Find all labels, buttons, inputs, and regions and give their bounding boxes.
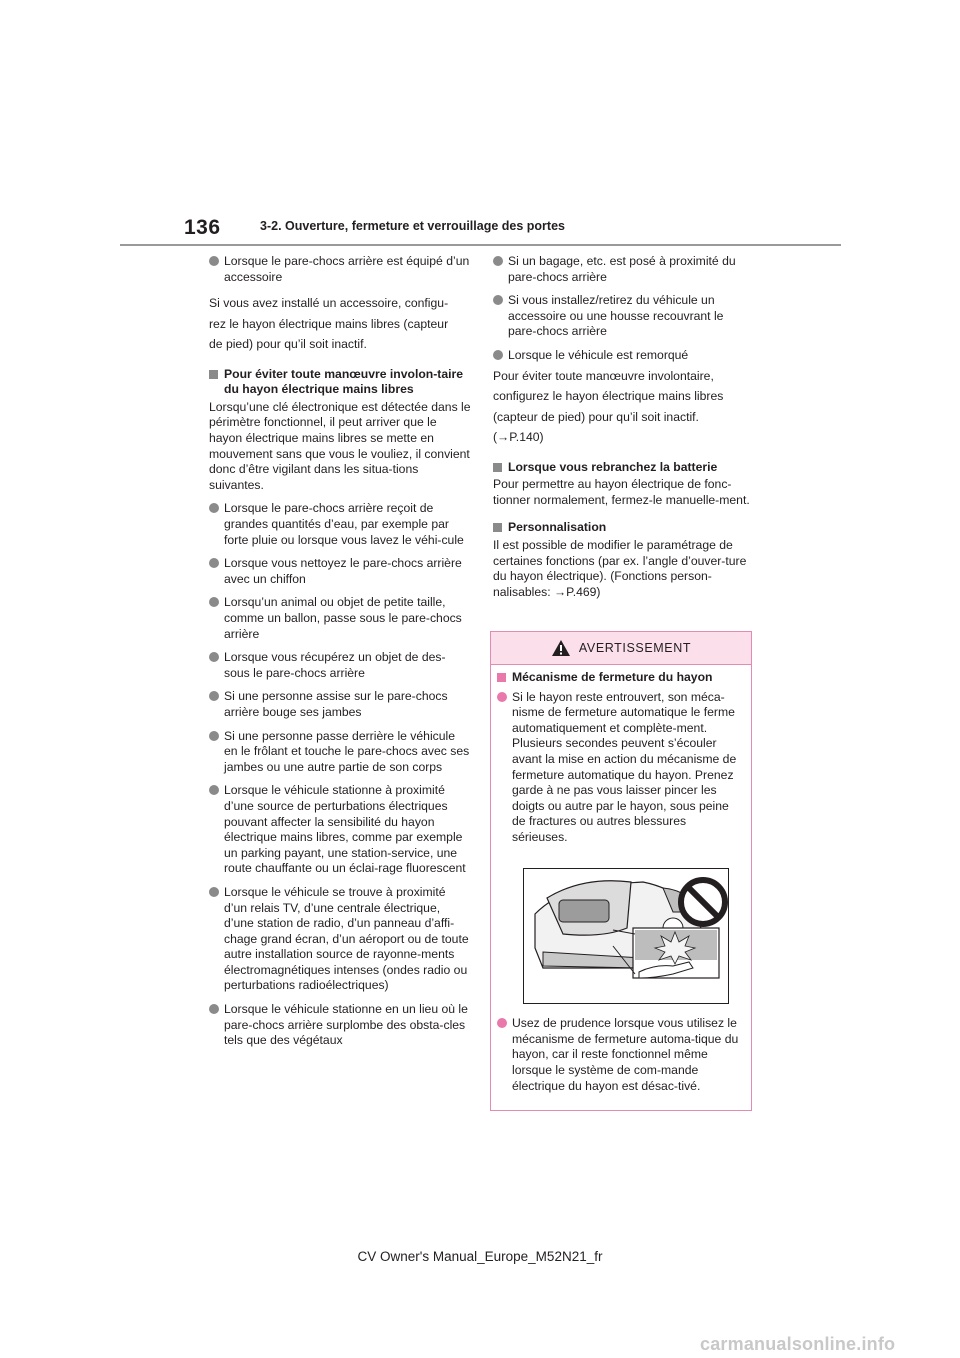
list-item-text: Lorsque le pare-chocs arrière est équipé d’un accessoire <box>224 254 470 284</box>
list-item: Lorsque le véhicule stationne à proximité d’une source de perturbations électriques pouvant affecter la sensibilité du hayon électrique mains libres, comme par exemple un parking payant, une station-service, une route chauffante ou un éclai-rage fluorescent <box>209 783 471 877</box>
paragraph: Si vous avez installé un accessoire, configu- <box>209 296 449 311</box>
bullet-icon <box>493 256 503 266</box>
paragraph: (capteur de pied) pour qu’il soit inactif. <box>493 409 699 424</box>
square-bullet-icon <box>497 673 506 682</box>
list-item: Si une personne assise sur le pare-chocs arrière bouge ses jambes <box>209 689 471 720</box>
bullet-icon <box>209 652 219 662</box>
warning-title: AVERTISSEMENT <box>578 641 692 655</box>
bullet-icon <box>209 597 219 607</box>
square-bullet-icon <box>209 370 218 379</box>
bullet-icon <box>209 785 219 795</box>
paragraph: rez le hayon électrique mains libres (capteur <box>209 316 449 331</box>
paragraph: Lorsqu’une clé électronique est détectée dans le périmètre fonctionnel, il peut arriver que le hayon électrique mains libres se mette en mouvement sans que vous le vouliez, il convient donc d’être vigilant dans les situa-tions suivantes. <box>209 399 471 492</box>
header-divider <box>120 244 841 246</box>
bullet-icon <box>497 692 507 702</box>
list-item: Lorsqu’un animal ou objet de petite taille, comme un ballon, passe sous le pare-chocs arrière <box>209 595 471 642</box>
square-bullet-icon <box>493 523 502 532</box>
paragraph: de pied) pour qu’il soit inactif. <box>209 337 367 352</box>
paragraph: Pour permettre au hayon électrique de fonc-tionner normalement, fermez-le manuelle-ment. <box>493 477 750 507</box>
list-item: Lorsque le véhicule se trouve à proximité d’un relais TV, d’une centrale électrique, d’une station de radio, d’un panneau d’affi-chage grand écran, d’un aéroport ou de toute autre installation source de rayonne-ments électromagnétiques intenses (ondes radio ou perturbations radioélectriques) <box>209 885 471 994</box>
bullet-icon <box>493 295 503 305</box>
bullet-icon <box>497 1018 507 1028</box>
square-bullet-icon <box>493 463 502 472</box>
paragraph: Pour éviter toute manœuvre involontaire, <box>493 368 714 383</box>
bullet-icon <box>209 1004 219 1014</box>
tailgate-pinch-illustration <box>523 868 729 1004</box>
warning-box <box>490 631 752 1111</box>
bullet-icon <box>209 731 219 741</box>
right-column <box>493 254 751 608</box>
warning-heading: Mécanisme de fermeture du hayon <box>497 670 745 686</box>
bullet-icon <box>209 256 219 266</box>
list-item <box>209 254 471 285</box>
section-heading: Pour éviter toute manœuvre involon-taire du hayon électrique mains libres <box>209 367 471 398</box>
bullet-icon <box>209 503 219 513</box>
bullet-icon <box>209 691 219 701</box>
paragraph: Il est possible de modifier le paramétrage de certaines fonctions (par ex. l’angle d’ouver-ture du hayon électrique). (Fonctions person-nalisables: →P.469) <box>493 537 747 599</box>
list-item: Lorsque le véhicule stationne en un lieu où le pare-chocs arrière surplombe des obsta-cles tels que des végétaux <box>209 1002 471 1049</box>
list-item: Usez de prudence lorsque vous utilisez le mécanisme de fermeture automa-tique du hayon, car il reste fonctionnel même lorsque le système de com-mande électrique du hayon est désac-tivé. <box>497 1016 745 1094</box>
bullet-icon <box>209 558 219 568</box>
warning-icon <box>551 639 571 657</box>
section-heading: Lorsque vous rebranchez la batterie <box>493 460 751 476</box>
list-item: Lorsque le pare-chocs arrière reçoit de grandes quantités d’eau, par exemple par forte pluie ou lorsque vous lavez le véhi-cule <box>209 501 471 548</box>
chapter-title: 3-2. Ouverture, fermeture et verrouillage des portes <box>260 219 565 233</box>
list-item: Si vous installez/retirez du véhicule un accessoire ou une housse recouvrant le pare-chocs arrière <box>493 293 751 340</box>
watermark: carmanualsonline.info <box>700 1334 896 1354</box>
page-reference-link[interactable]: (→P.140) <box>493 430 544 445</box>
list-item: Lorsque vous nettoyez le pare-chocs arrière avec un chiffon <box>209 556 471 587</box>
list-item: Si un bagage, etc. est posé à proximité du pare-chocs arrière <box>493 254 751 285</box>
warning-header <box>491 632 751 665</box>
list-item: Lorsque le véhicule est remorqué <box>493 348 751 364</box>
bullet-icon <box>493 350 503 360</box>
list-item: Lorsque vous récupérez un objet de des-sous le pare-chocs arrière <box>209 650 471 681</box>
paragraph: configurez le hayon électrique mains libres <box>493 389 724 404</box>
bullet-icon <box>209 887 219 897</box>
list-item: Si le hayon reste entrouvert, son méca-nisme de fermeture automatique le ferme automatiquement et complète-ment. Plusieurs secondes peuvent s’écouler avant la mise en action du mécanisme de fermeture automatique du hayon. Prenez garde à ne pas vous laisser pincer les doigts ou autre par le hayon, sous peine de fractures ou autres blessures sérieuses. <box>497 690 745 846</box>
left-column <box>209 254 471 1057</box>
page-number: 136 <box>184 216 221 239</box>
footer-manual-name: CV Owner's Manual_Europe_M52N21_fr <box>357 1249 603 1264</box>
list-item: Si une personne passe derrière le véhicule en le frôlant et touche le pare-chocs avec ses jambes ou une autre partie de son corps <box>209 729 471 776</box>
section-heading: Personnalisation <box>493 520 751 536</box>
